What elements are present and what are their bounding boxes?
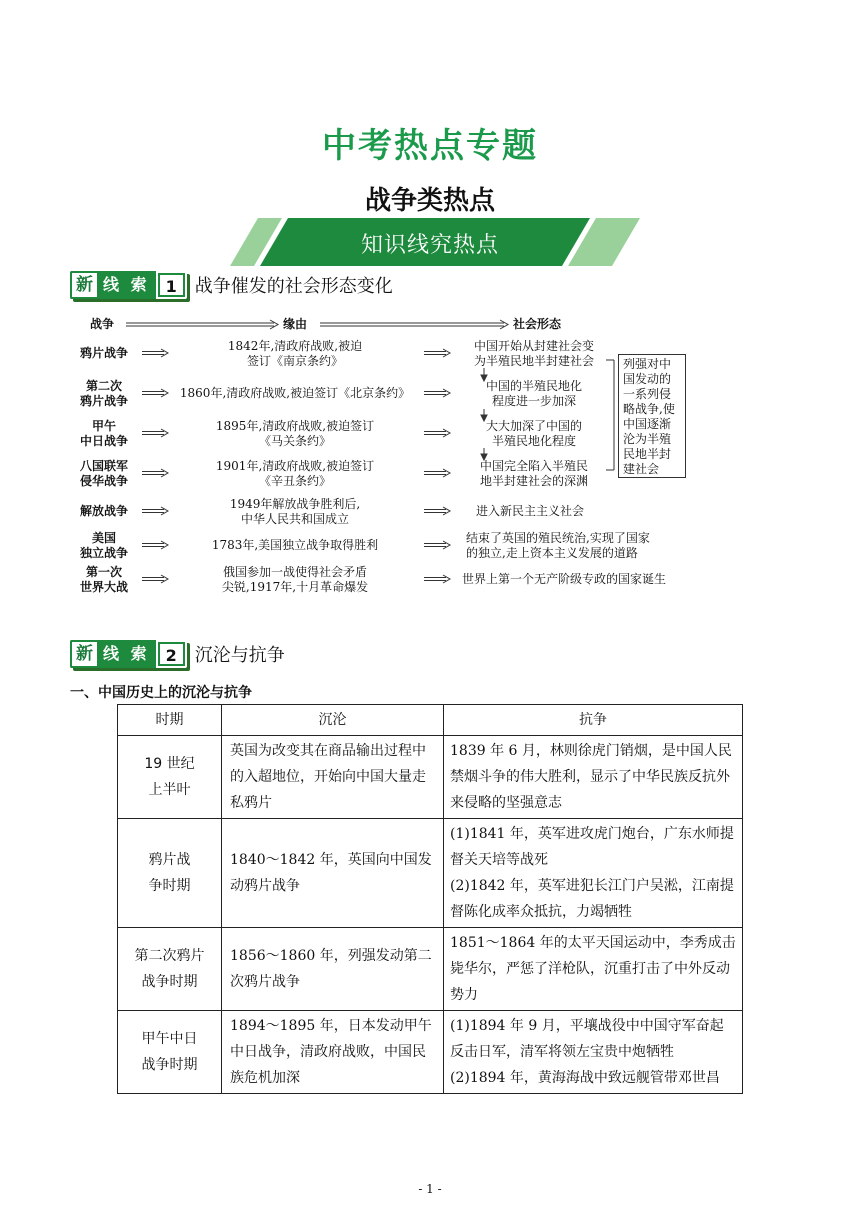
table-header: 抗争	[444, 705, 743, 736]
resist-cell: (1)1841 年，英军进攻虎门炮台，广东水师提督关天培等战死 (2)1842 年，英军进犯长江门户吴淞，江南提督陈化成率众抵抗，力竭牺牲	[444, 819, 743, 928]
war-label: 解放战争	[79, 504, 128, 518]
side-note-box: 列强对中 国发动的 一系列侵 略战争,使 中国逐渐 沦为半殖 民地半封 建社会	[618, 354, 686, 478]
war-label: 八国联军 侵华战争	[79, 459, 128, 488]
table-row	[118, 928, 743, 1011]
diagram-header-war: 战争	[90, 317, 115, 331]
diagram-header-form: 社会形态	[513, 317, 562, 331]
clue-2-badge	[70, 640, 187, 668]
war-label: 甲午 中日战争	[79, 419, 128, 448]
table-row	[118, 819, 743, 928]
clue-1-title: 战争催发的社会形态变化	[194, 276, 393, 297]
clue-2-header	[70, 640, 285, 668]
cause-text: 1901年,清政府战败,被迫签订 《辛丑条约》	[215, 459, 375, 488]
section-heading: 一、中国历史上的沉沦与抗争	[70, 685, 252, 701]
bracket	[606, 360, 614, 470]
form-text: 进入新民主主义社会	[476, 504, 585, 518]
war-label: 鸦片战争	[79, 346, 128, 360]
clue-1-xin: 新	[70, 271, 97, 299]
form-text: 大大加深了中国的 半殖民地化程度	[485, 419, 582, 448]
form-text: 世界上第一个无产阶级专政的国家诞生	[462, 572, 667, 586]
cause-text: 1783年,美国独立战争取得胜利	[211, 538, 379, 552]
resist-cell: 1839 年 6 月，林则徐虎门销烟，是中国人民禁烟斗争的伟大胜利，显示了中华民族反抗外来侵略的坚强意志	[444, 736, 743, 819]
page-number: - 1 -	[418, 1182, 442, 1196]
page-main-title: 中考热点专题	[322, 126, 538, 166]
period-cell: 19 世纪 上半叶	[118, 736, 222, 819]
decline-resistance-table	[117, 704, 743, 1094]
cause-text: 俄国参加一战使得社会矛盾 尖锐,1917年,十月革命爆发	[221, 565, 369, 594]
war-label: 第二次 鸦片战争	[79, 379, 128, 408]
banner-title: 知识线究热点	[360, 233, 499, 258]
clue-2-number: 2	[158, 642, 185, 666]
diagram-header-cause: 缘由	[283, 317, 308, 331]
cause-text: 1842年,清政府战败,被迫 签订《南京条约》	[227, 339, 363, 368]
period-cell: 第二次鸦片 战争时期	[118, 928, 222, 1011]
table-row	[118, 1011, 743, 1094]
resist-cell: 1851～1864 年的太平天国运动中，李秀成击毙华尔，严惩了洋枪队，沉重打击了中外反动势力	[444, 928, 743, 1011]
clue-2-title: 沉沦与抗争	[194, 645, 285, 666]
clue-2-xin: 新	[70, 640, 97, 668]
table-row	[118, 736, 743, 819]
period-cell: 鸦片战 争时期	[118, 819, 222, 928]
war-label: 第一次 世界大战	[79, 565, 128, 594]
form-text: 中国完全陷入半殖民 地半封建社会的深渊	[479, 459, 588, 488]
cause-text: 1895年,清政府战败,被迫签订 《马关条约》	[215, 419, 375, 448]
table-header-row	[118, 705, 743, 736]
decline-cell: 1894～1895 年，日本发动甲午中日战争，清政府战败，中国民族危机加深	[222, 1011, 444, 1094]
page-subtitle: 战争类热点	[364, 186, 495, 216]
war-label: 美国 独立战争	[79, 531, 128, 560]
cause-text: 1860年,清政府战败,被迫签订《北京条约》	[179, 386, 411, 400]
form-text: 中国开始从封建社会变 为半殖民地半封建社会	[473, 339, 594, 368]
form-text: 结束了英国的殖民统治,实现了国家 的独立,走上资本主义发展的道路	[466, 531, 650, 560]
decline-cell: 1840～1842 年，英国向中国发动鸦片战争	[222, 819, 444, 928]
resist-cell: (1)1894 年 9 月，平壤战役中中国守军奋起反击日军，清军将领左宝贵中炮牺牲 (2)1894 年，黄海海战中致远舰管带邓世昌	[444, 1011, 743, 1094]
table-header: 时期	[118, 705, 222, 736]
cause-text: 1949年解放战争胜利后, 中华人民共和国成立	[229, 497, 361, 526]
clue-2-xiansuo: 线 索	[97, 640, 156, 668]
period-cell: 甲午中日 战争时期	[118, 1011, 222, 1094]
decline-cell: 1856～1860 年，列强发动第二次鸦片战争	[222, 928, 444, 1011]
decline-cell: 英国为改变其在商品输出过程中的入超地位，开始向中国大量走私鸦片	[222, 736, 444, 819]
clue-1-xiansuo: 线 索	[97, 271, 156, 299]
clue-1-number: 1	[158, 273, 185, 297]
header-arrows	[126, 320, 508, 329]
table-header: 沉沦	[222, 705, 444, 736]
form-text: 中国的半殖民地化 程度进一步加深	[485, 379, 582, 408]
